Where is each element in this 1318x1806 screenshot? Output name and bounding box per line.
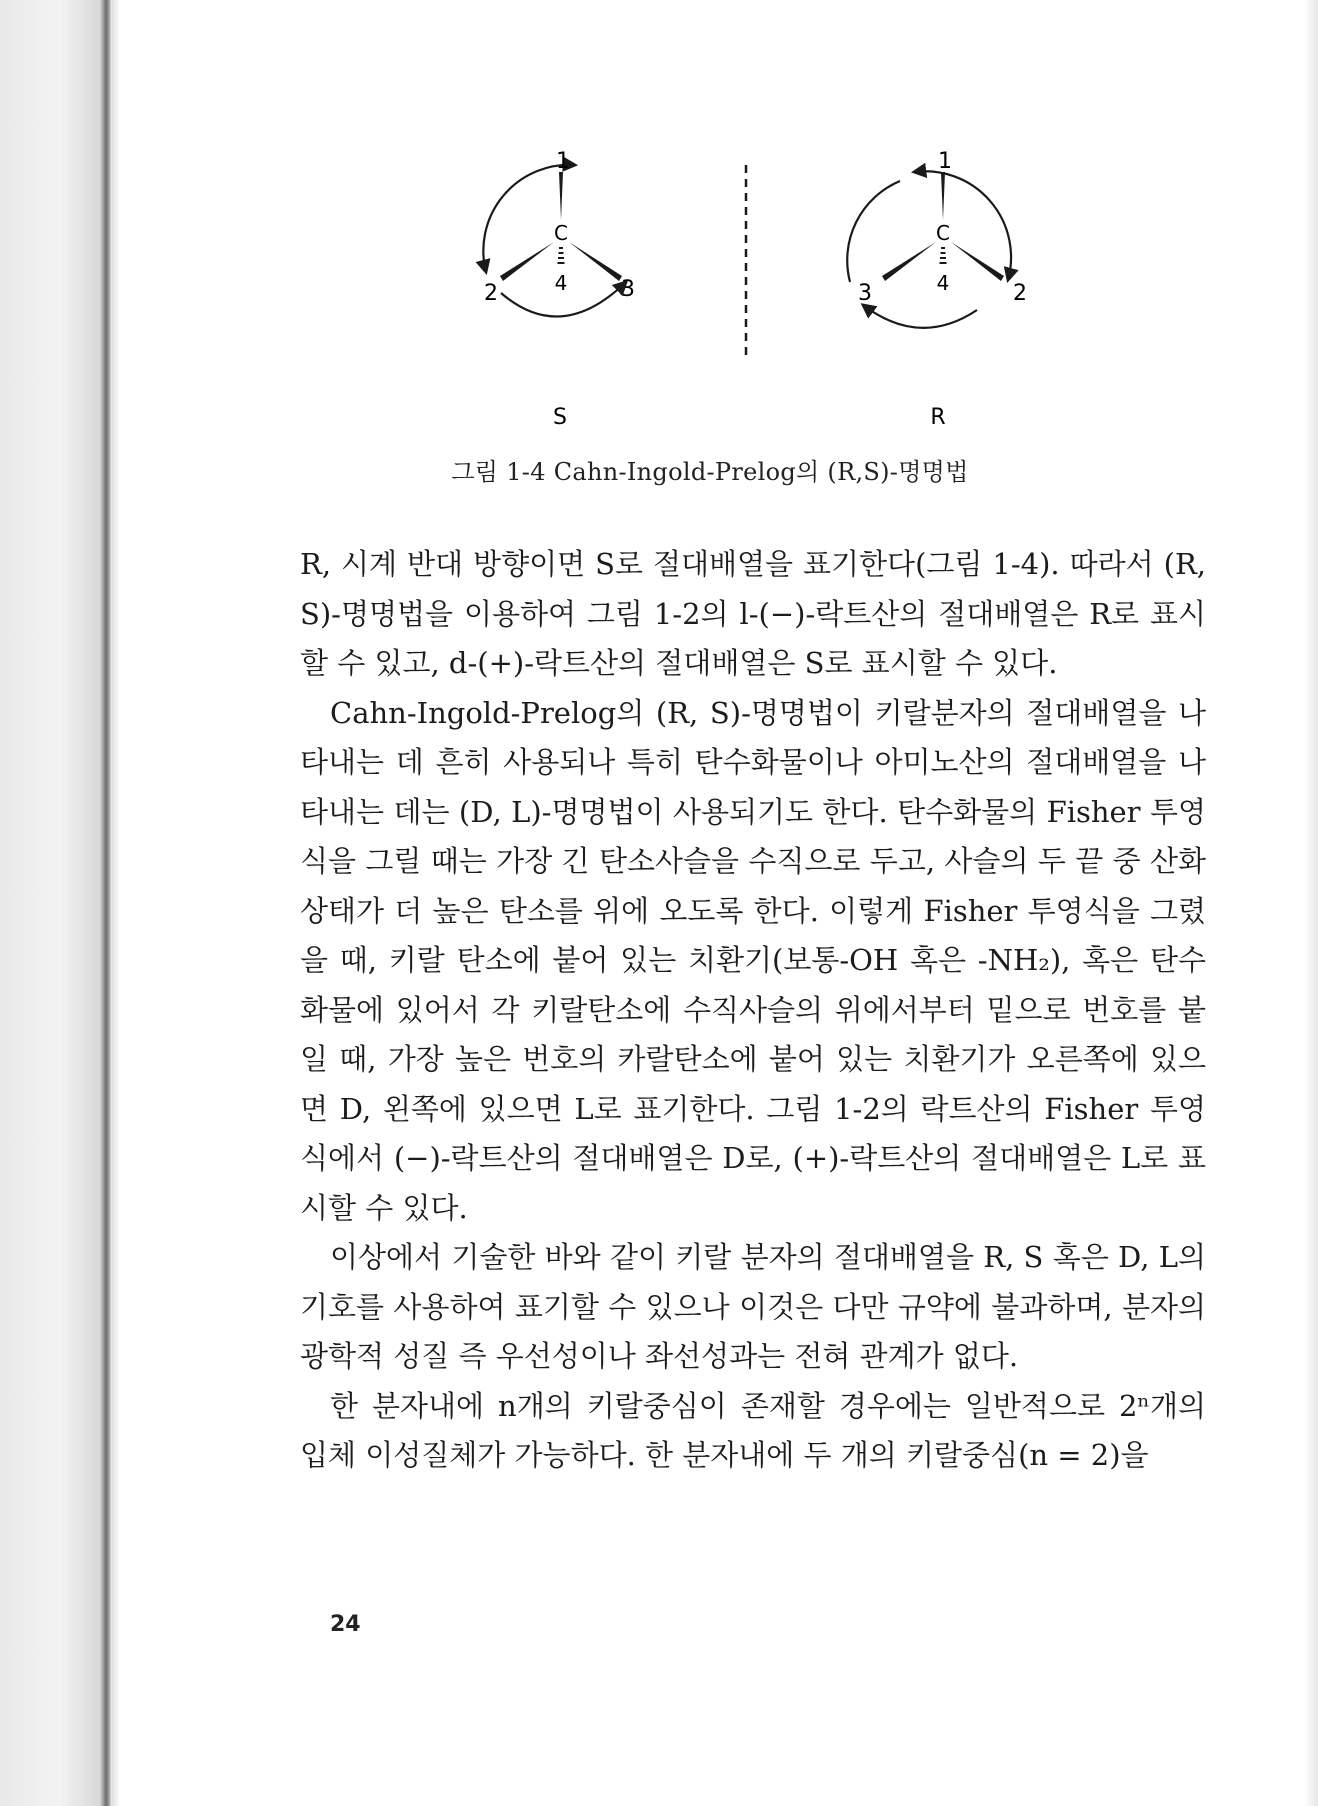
r-arrow-2-to-3 (863, 305, 977, 328)
paragraph-1: R, 시계 반대 방향이면 S로 절대배열을 표기한다(그림 1-4). 따라서 (R, S)-명명법을 이용하여 그림 1-2의 l-(−)-락트산의 절대배열은 R로 표시할 수 있고, d-(+)-락트산의 절대배열은 S로 표시할 수 있다. (300, 547, 1206, 680)
paragraph-4: 한 분자내에 n개의 키랄중심이 존재할 경우에는 일반적으로 2ⁿ개의 입체 이성질체가 가능하다. 한 분자내에 두 개의 키랄중심(n = 2)을 (300, 1388, 1206, 1472)
figure-caption: 그림 1-4 Cahn-Ingold-Prelog의 (R,S)-명명법 (451, 458, 969, 486)
page-right-shadow (1304, 0, 1318, 1806)
s-sub-4-label: 4 (554, 271, 568, 295)
r-arrow-1-to-2 (914, 171, 1011, 280)
r-arrow-3-start (847, 181, 900, 282)
r-sub-4-label: 4 (936, 271, 950, 295)
r-configuration-diagram (847, 150, 1027, 430)
s-sub-3-label: 3 (621, 277, 635, 302)
r-sub-1-label: 1 (938, 150, 952, 174)
r-sub-2-label: 2 (1013, 281, 1027, 306)
r-wedge-bond-2 (951, 242, 1004, 281)
page-edge (112, 0, 120, 1806)
s-center-atom: C (554, 221, 568, 245)
s-wedge-bond-1 (559, 172, 563, 220)
body-text (300, 540, 1206, 1481)
s-wedge-bond-2 (500, 242, 554, 281)
s-wedge-bond-3 (569, 242, 622, 281)
s-sub-1-label: 1 (556, 150, 570, 174)
s-hashed-bond-4 (558, 248, 565, 263)
s-sub-2-label: 2 (484, 281, 498, 306)
book-spine-gutter (0, 0, 112, 1806)
r-hashed-bond-4 (940, 248, 947, 263)
r-wedge-bond-1 (941, 172, 945, 220)
s-configuration-label: S (553, 405, 567, 430)
page-number: 24 (330, 1612, 361, 1637)
figure-svg (420, 150, 1060, 450)
s-configuration-diagram (483, 150, 635, 430)
r-center-atom: C (936, 221, 950, 245)
r-sub-3-label: 3 (858, 281, 872, 306)
figure-cip-rs-nomenclature (420, 150, 1060, 450)
r-configuration-label: R (930, 405, 946, 430)
r-wedge-bond-3 (882, 242, 936, 281)
paragraph-2: Cahn-Ingold-Prelog의 (R, S)-명명법이 키랄분자의 절대배열을 나타내는 데 흔히 사용되나 특히 탄수화물이나 아미노산의 절대배열을 나타내는 데는 (D, L)-명명법이 사용되기도 한다. 탄수화물의 Fisher 투영식을 그릴 때는 가장 긴 탄소사슬을 수직으로 두고, 사슬의 두 끝 중 산화상태가 더 높은 탄소를 위에 오도록 한다. 이렇게 Fisher 투영식을 그렸을 때, 키랄 탄소에 붙어 있는 치환기(보통-OH 혹은 -NH₂), 혹은 탄수화물에 있어서 각 키랄탄소에 수직사슬의 위에서부터 밑으로 번호를 붙일 때, 가장 높은 번호의 카랄탄소에 붙어 있는 치환기가 오른쪽에 있으면 D, 왼쪽에 있으면 L로 표기한다. 그림 1-2의 락트산의 Fisher 투영식에서 (−)-락트산의 절대배열은 D로, (+)-락트산의 절대배열은 L로 표시할 수 있다. (300, 695, 1206, 1225)
paragraph-3: 이상에서 기술한 바와 같이 키랄 분자의 절대배열을 R, S 혹은 D, L의 기호를 사용하여 표기할 수 있으나 이것은 다만 규약에 불과하며, 분자의 광학적 성질 즉 우선성이나 좌선성과는 전혀 관계가 없다. (300, 1240, 1206, 1373)
